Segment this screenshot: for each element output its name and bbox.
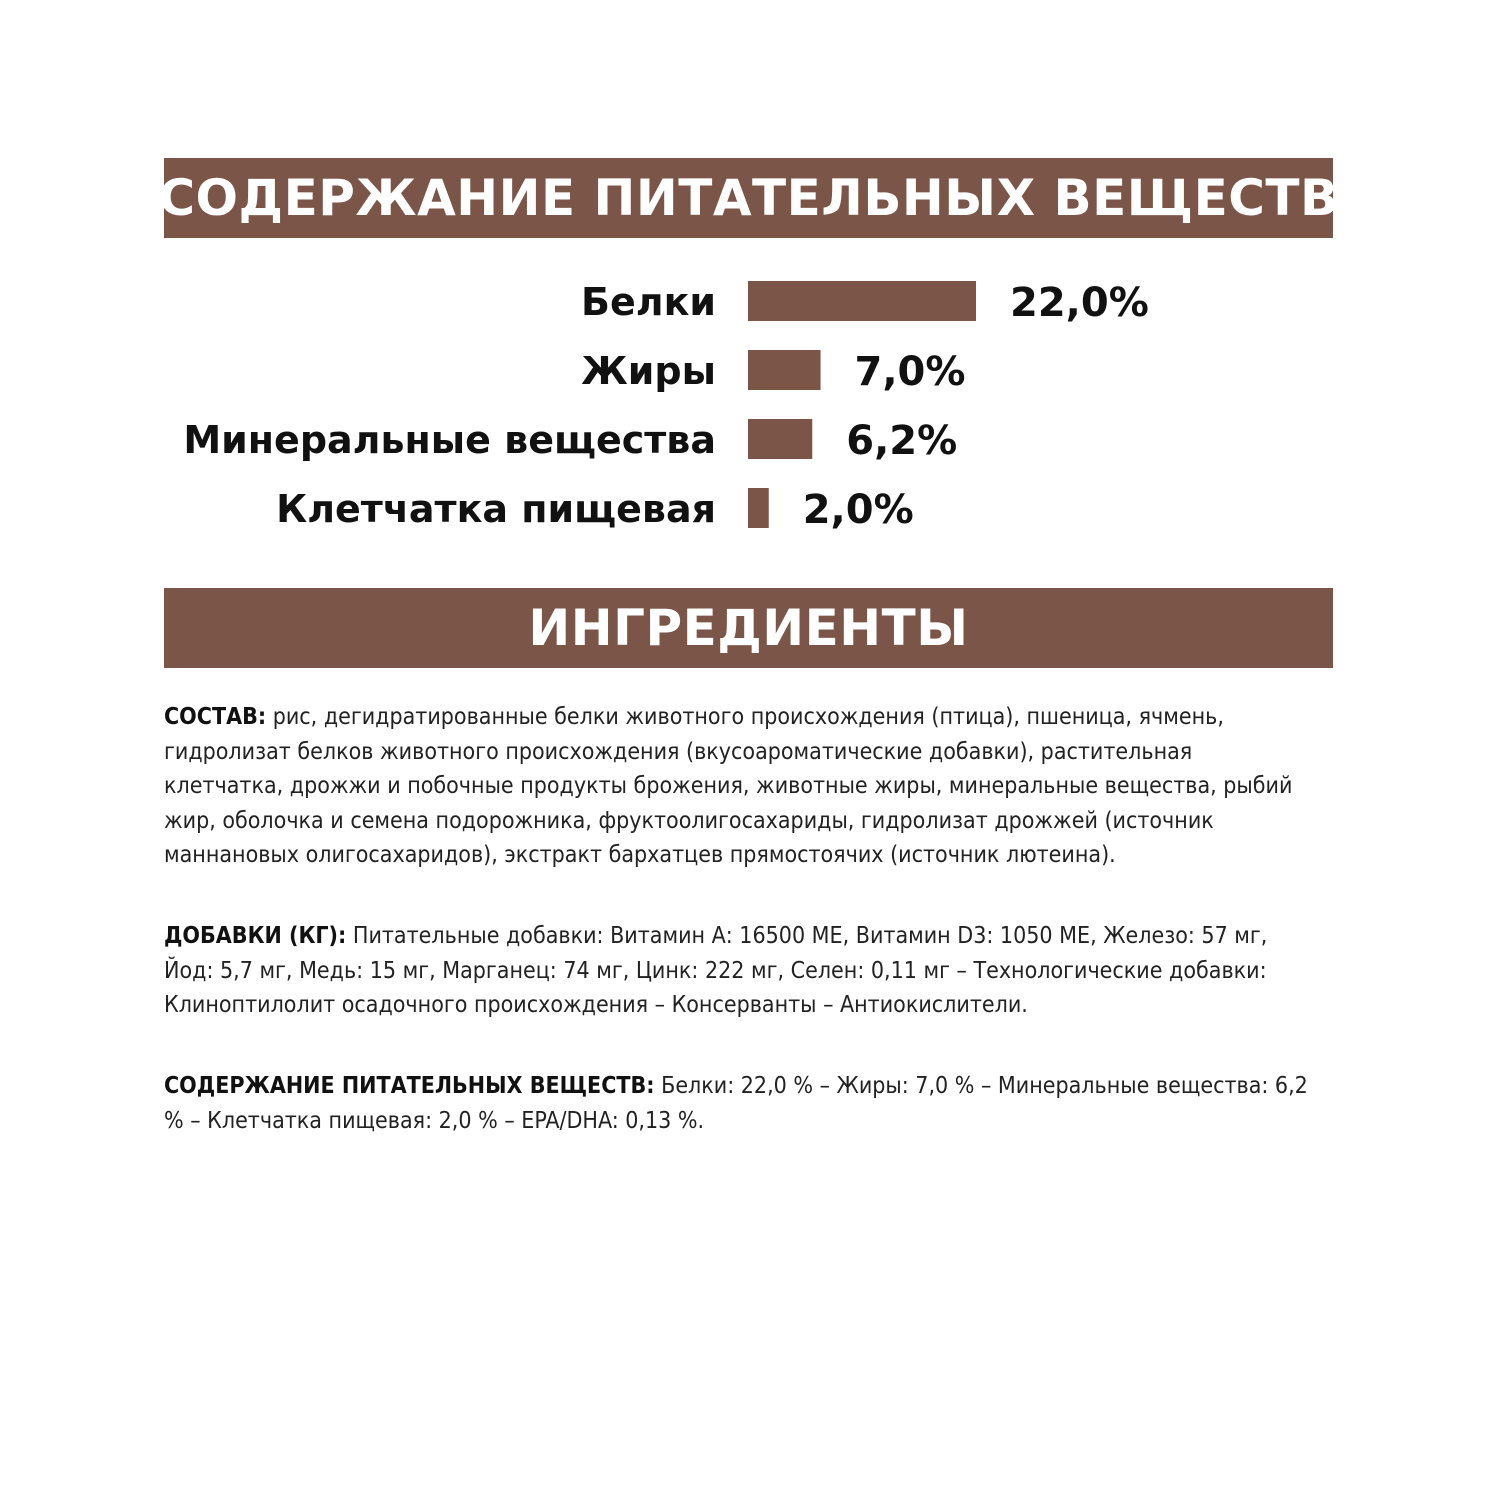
value-label: 22,0% [1010, 280, 1149, 326]
composition-label: СОСТАВ: [164, 704, 267, 730]
category-label: Клетчатка пищевая [276, 487, 716, 531]
category-label: Жиры [581, 349, 716, 393]
composition-paragraph [164, 700, 1314, 873]
nutrients-summary-label: СОДЕРЖАНИЕ ПИТАТЕЛЬНЫХ ВЕЩЕСТВ: [164, 1073, 655, 1099]
value-label: 7,0% [854, 349, 966, 395]
value-label: 6,2% [846, 418, 958, 464]
nutrients-header-title: СОДЕРЖАНИЕ ПИТАТЕЛЬНЫХ ВЕЩЕСТВ [158, 169, 1339, 227]
bar-1 [748, 350, 821, 390]
additives-text: Питательные добавки: Витамин А: 16500 МЕ, Витамин D3: 1050 МЕ, Железо: 57 мг, Йод: 5,7 мг, Медь: 15 мг, Марганец: 74 мг, Цинк: 222 мг, Селен: 0,11 мг – Технологические добавки: Клиноптилолит осадочного происхождения – Консерванты – Антиокислители. [164, 923, 1268, 1018]
bar-2 [748, 419, 812, 459]
value-label: 2,0% [802, 487, 914, 533]
additives-paragraph [164, 919, 1314, 1023]
composition-text: рис, дегидратированные белки животного происхождения (птица), пшеница, ячмень, гидролизат белков животного происхождения (вкусоароматические добавки), растительная клетчатка, дрожжи и побочные продукты брожения, животные жиры, минеральные вещества, рыбий жир, оболочка и семена подорожника, фруктоолигосахариды, гидролизат дрожжей (источник маннановых олигосахаридов), экстракт бархатцев прямостоячих (источник лютеина). [164, 704, 1293, 868]
bar-3 [748, 488, 769, 528]
category-label: Минеральные вещества [183, 418, 716, 462]
category-label: Белки [581, 280, 716, 324]
bar-0 [748, 281, 976, 321]
nutrient-bar-chart [0, 260, 1500, 560]
nutrients-summary-text: Белки: 22,0 % – Жиры: 7,0 % – Минеральные вещества: 6,2 % – Клетчатка пищевая: 2,0 % – EPA/DHA: 0,13 %. [164, 1073, 1308, 1134]
nutrients-summary-paragraph [164, 1069, 1314, 1138]
ingredients-header-title: ИНГРЕДИЕНТЫ [528, 599, 969, 657]
ingredients-header [164, 588, 1333, 668]
nutrients-header [158, 158, 1339, 238]
additives-label: ДОБАВКИ (КГ): [164, 923, 347, 949]
